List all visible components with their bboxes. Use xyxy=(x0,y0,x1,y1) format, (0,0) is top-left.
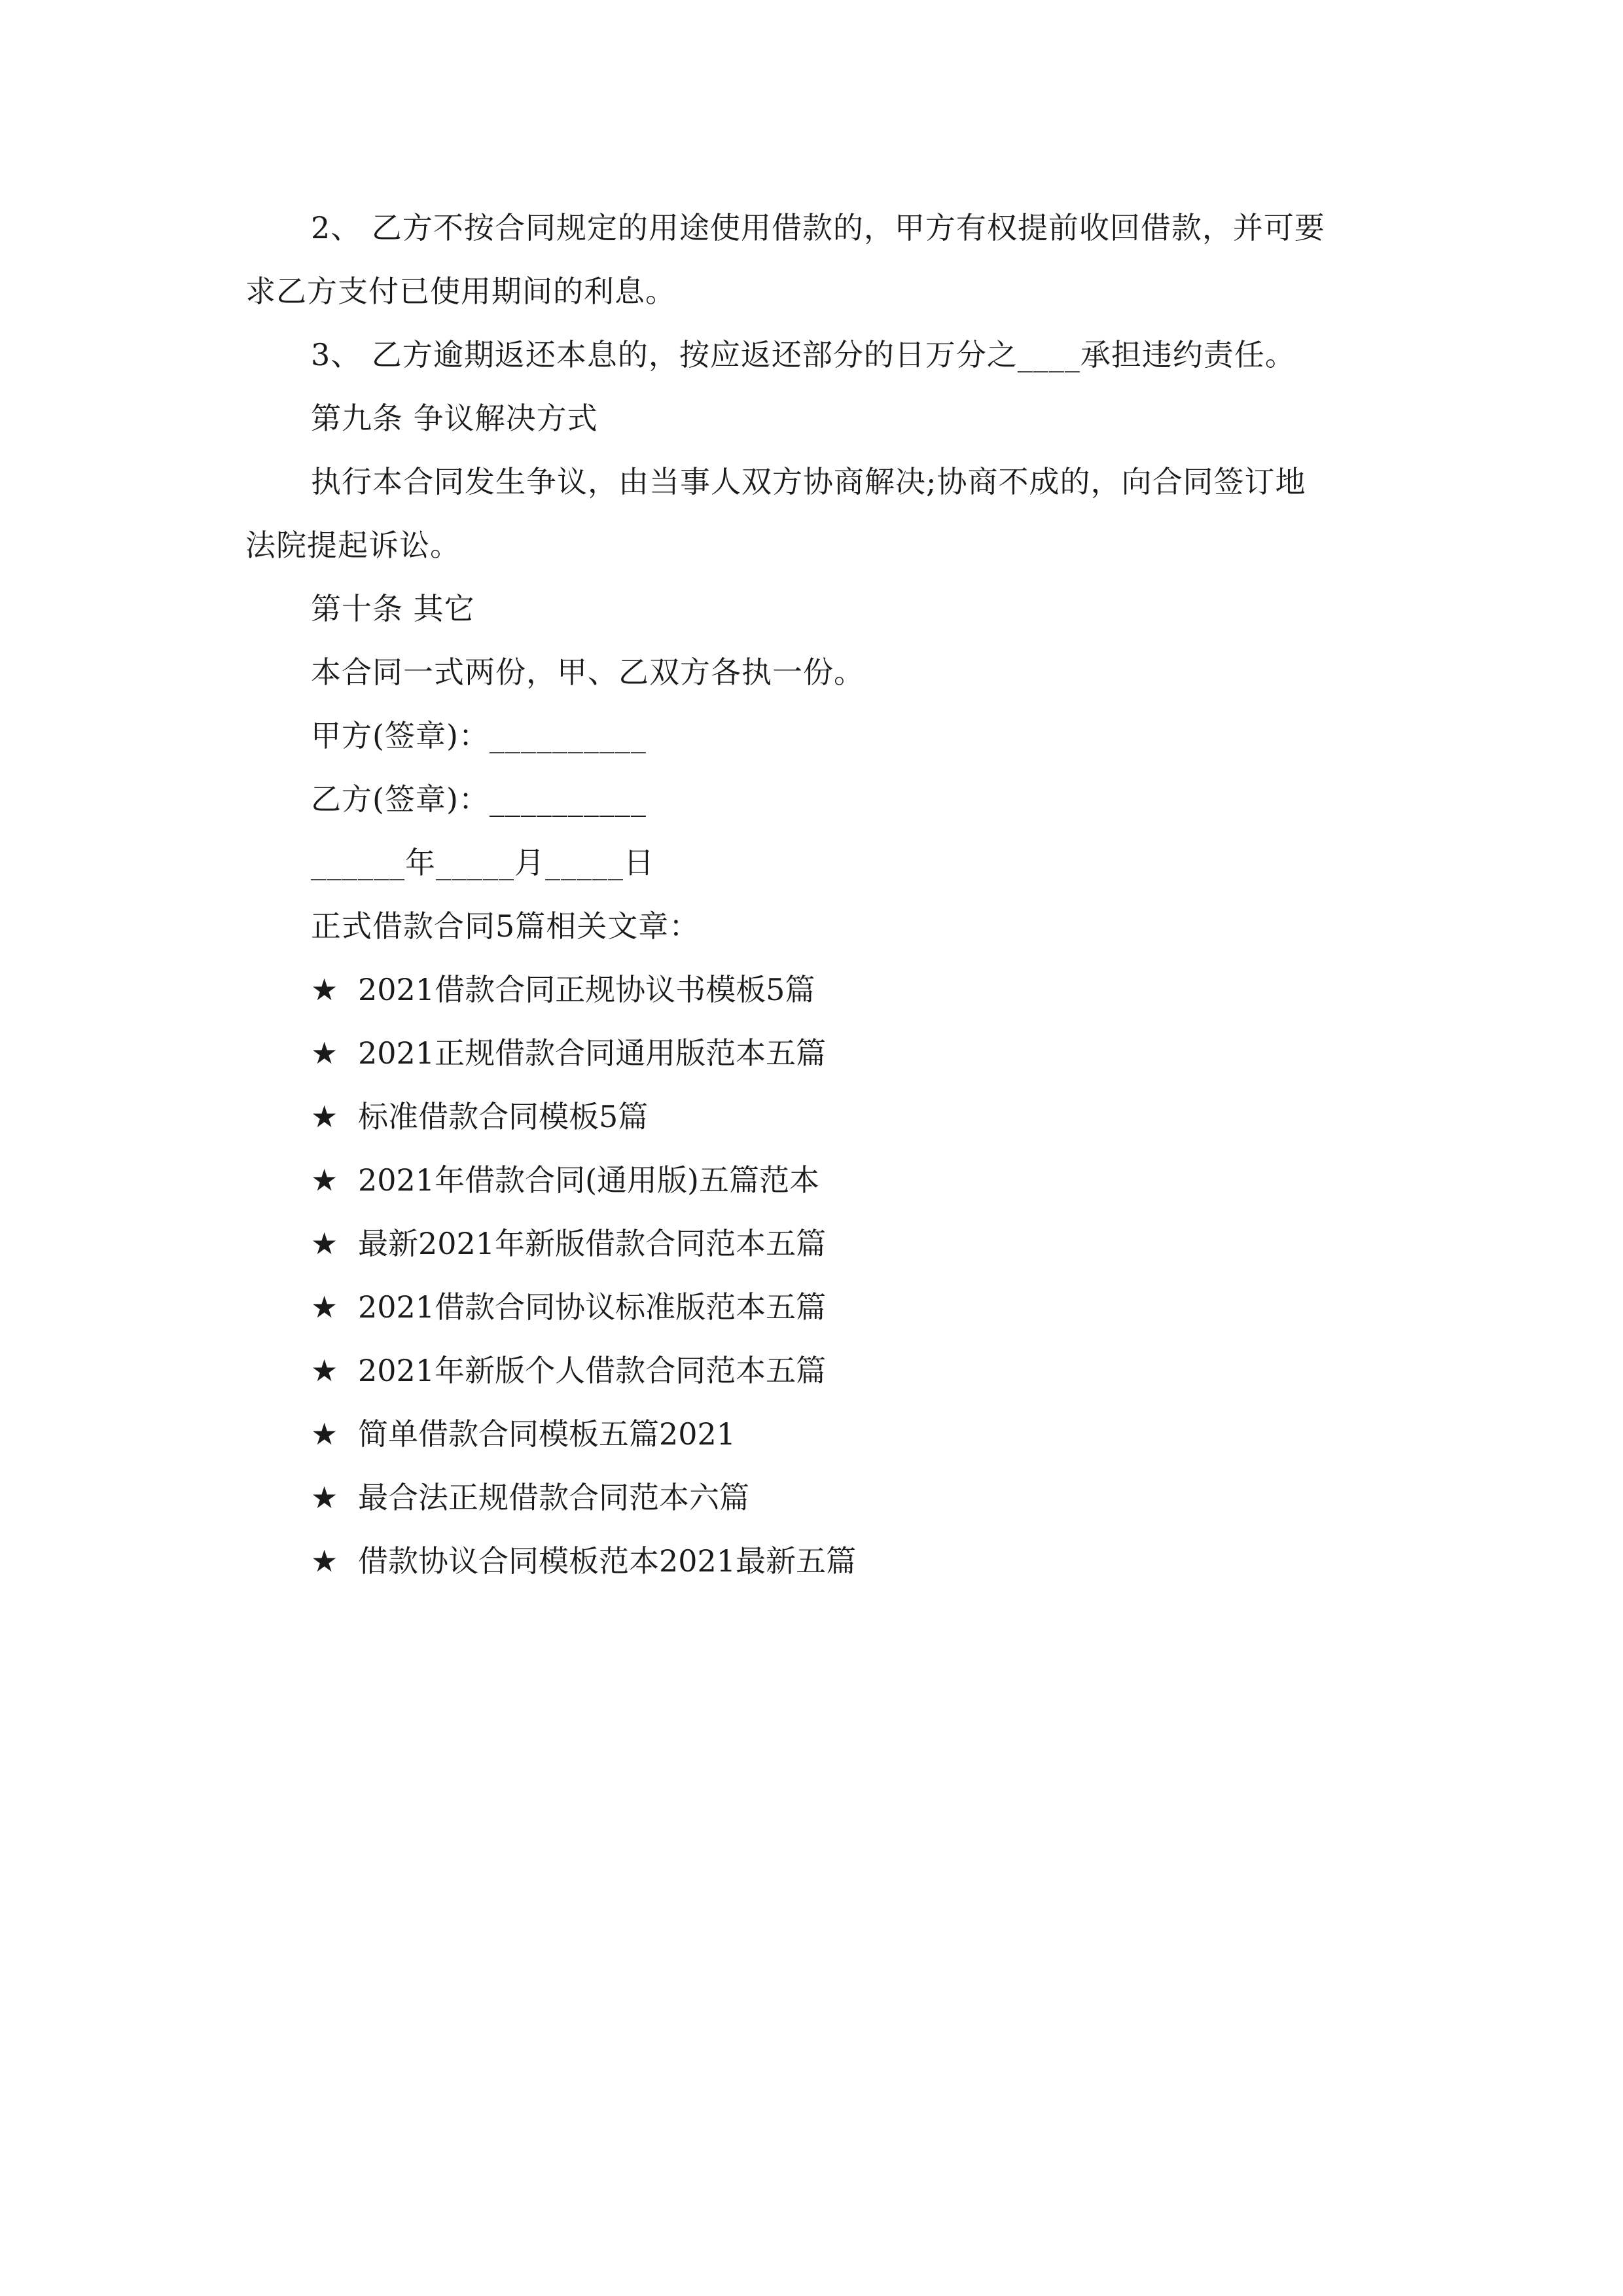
star-icon: ★ xyxy=(311,1226,338,1261)
related-article-link[interactable] xyxy=(245,1530,1381,1593)
article-10-heading: 第十条 其它 xyxy=(311,591,475,626)
document-body xyxy=(245,196,1381,1593)
related-article-link[interactable] xyxy=(245,1339,1381,1403)
related-article-title: 2021正规借款合同通用版范本五篇 xyxy=(358,1035,827,1071)
star-icon: ★ xyxy=(311,972,338,1007)
signing-date: ______年_____月_____日 xyxy=(311,845,654,880)
paragraph-clause-3: 3、 乙方逾期返还本息的，按应返还部分的日万分之____承担违约责任。 xyxy=(311,337,1296,372)
related-article-title: 简单借款合同模板五篇2021 xyxy=(358,1416,736,1452)
related-article-link[interactable] xyxy=(245,1085,1381,1149)
star-icon: ★ xyxy=(311,1099,338,1134)
related-article-link[interactable] xyxy=(245,1212,1381,1276)
paragraph-copies: 本合同一式两份，甲、乙双方各执一份。 xyxy=(311,655,865,690)
related-article-title: 最合法正规借款合同范本六篇 xyxy=(358,1480,749,1515)
related-article-link[interactable] xyxy=(245,1276,1381,1339)
party-a-signature: 甲方(签章)：__________ xyxy=(311,718,647,753)
related-article-link[interactable] xyxy=(245,1403,1381,1466)
related-article-link[interactable] xyxy=(245,1149,1381,1212)
related-article-title: 最新2021年新版借款合同范本五篇 xyxy=(358,1226,827,1261)
star-icon: ★ xyxy=(311,1480,338,1515)
related-article-title: 2021年新版个人借款合同范本五篇 xyxy=(358,1353,827,1388)
related-article-link[interactable] xyxy=(245,958,1381,1022)
paragraph-clause-2: 2、 乙方不按合同规定的用途使用借款的，甲方有权提前收回借款，并可要 xyxy=(311,210,1325,245)
related-article-link[interactable] xyxy=(245,1022,1381,1085)
related-article-title: 借款协议合同模板范本2021最新五篇 xyxy=(358,1543,857,1579)
party-b-signature: 乙方(签章)：__________ xyxy=(311,781,647,817)
related-article-title: 2021年借款合同(通用版)五篇范本 xyxy=(358,1162,819,1198)
star-icon: ★ xyxy=(311,1289,338,1325)
related-articles-heading: 正式借款合同5篇相关文章： xyxy=(311,908,700,944)
related-article-title: 标准借款合同模板5篇 xyxy=(358,1099,649,1134)
star-icon: ★ xyxy=(311,1353,338,1388)
paragraph-clause-2-cont: 求乙方支付已使用期间的利息。 xyxy=(245,274,676,309)
article-9-heading: 第九条 争议解决方式 xyxy=(311,401,598,436)
star-icon: ★ xyxy=(311,1035,338,1071)
star-icon: ★ xyxy=(311,1162,338,1198)
star-icon: ★ xyxy=(311,1543,338,1579)
related-article-title: 2021借款合同协议标准版范本五篇 xyxy=(358,1289,827,1325)
related-article-link[interactable] xyxy=(245,1466,1381,1530)
paragraph-dispute-cont: 法院提起诉讼。 xyxy=(245,528,461,563)
paragraph-dispute: 执行本合同发生争议，由当事人双方协商解决;协商不成的，向合同签订地 xyxy=(311,464,1306,499)
star-icon: ★ xyxy=(311,1416,338,1452)
related-articles-list xyxy=(245,958,1381,1593)
related-article-title: 2021借款合同正规协议书模板5篇 xyxy=(358,972,815,1007)
